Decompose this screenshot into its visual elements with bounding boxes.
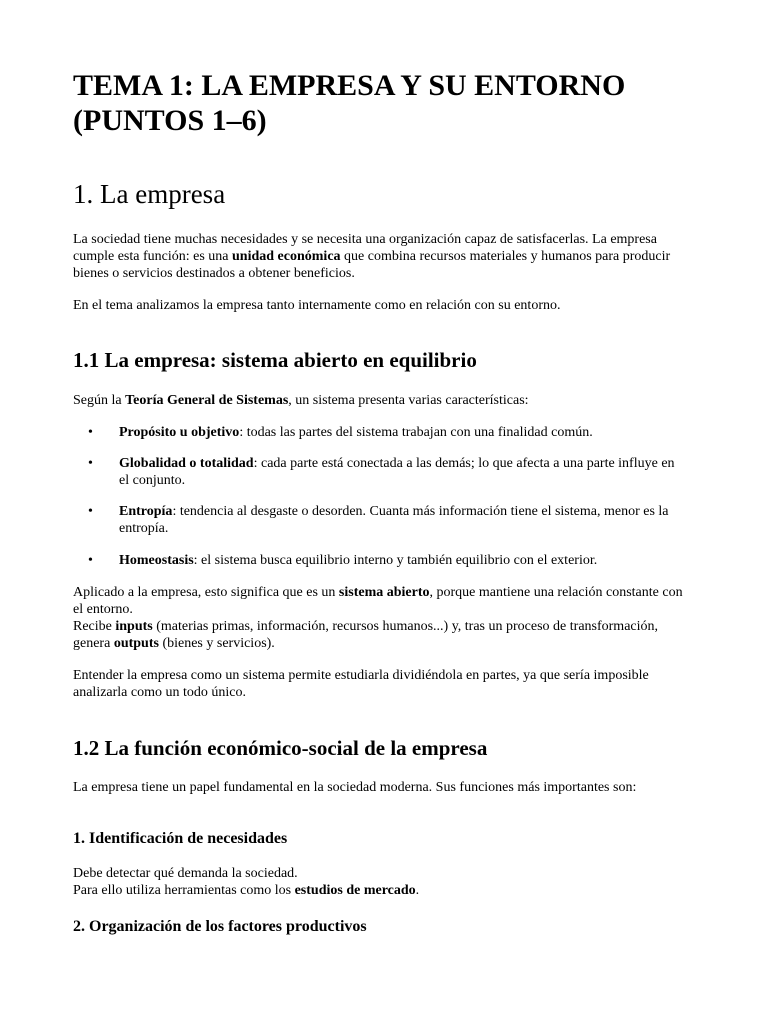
text: que combina recursos materiales y humanos para producir bienes o servicios destinados a obtener beneficios. xyxy=(73,249,671,281)
bold-term: outputs xyxy=(113,636,159,651)
text: Debe detectar qué demanda la sociedad. xyxy=(73,866,298,881)
paragraph-functions-intro: La empresa tiene un papel fundamental en la sociedad moderna. Sus funciones más importantes son: xyxy=(73,780,637,795)
text: (materias primas, información, recursos humanos...) y, tras un proceso de transformación, genera xyxy=(73,619,659,651)
paragraph-needs xyxy=(73,865,683,899)
text: . xyxy=(415,883,420,898)
text: : tendencia al desgaste o desorden. Cuanta más información tiene el sistema, menor es la entropía. xyxy=(119,504,669,536)
text: , un sistema presenta varias características: xyxy=(288,393,529,408)
text: Aplicado a la empresa, esto significa que es un xyxy=(73,585,339,600)
bold-term: inputs xyxy=(115,619,153,634)
text: : cada parte está conectada a las demás; lo que afecta a una parte influye en el conjunto. xyxy=(119,456,675,488)
section-heading-1-2: 1.2 La función económico-social de la empresa xyxy=(73,736,488,760)
document-title: TEMA 1: LA EMPRESA Y SU ENTORNO (PUNTOS 1–6) xyxy=(73,69,626,137)
text: (bienes y servicios). xyxy=(158,636,275,651)
bullet-marker: • xyxy=(88,504,93,519)
paragraph-open-system xyxy=(73,584,683,652)
text: La sociedad tiene muchas necesidades y se necesita una organización capaz de satisfacerlas. La empresa cumple esta función: es una xyxy=(73,232,657,264)
text: , porque mantiene una relación constante con el entorno. xyxy=(73,585,683,617)
bold-term: estudios de mercado xyxy=(294,883,416,898)
text: Recibe xyxy=(73,619,116,634)
bullet-marker: • xyxy=(88,553,93,568)
bullet-marker: • xyxy=(88,425,93,440)
list-item xyxy=(119,424,679,441)
text: : el sistema busca equilibrio interno y también equilibrio con el exterior. xyxy=(193,553,598,568)
paragraph-conclusion: Entender la empresa como un sistema permite estudiarla dividiéndola en partes, ya que sería imposible analizarla como un todo único. xyxy=(73,668,649,700)
paragraph-intro xyxy=(73,231,683,282)
bold-term: Globalidad o totalidad xyxy=(119,456,254,471)
section-heading-1: 1. La empresa xyxy=(73,179,226,209)
text: : todas las partes del sistema trabajan con una finalidad común. xyxy=(239,425,593,440)
bold-term: Teoría General de Sistemas xyxy=(125,393,289,408)
subheading-needs: 1. Identificación de necesidades xyxy=(73,830,288,847)
list-item xyxy=(119,455,679,489)
text: Para ello utiliza herramientas como los xyxy=(73,883,295,898)
section-heading-1-1: 1.1 La empresa: sistema abierto en equilibrio xyxy=(73,348,477,372)
list-item xyxy=(119,503,679,537)
text: Según la xyxy=(73,393,126,408)
paragraph-systems-intro xyxy=(73,392,683,409)
bold-term: Propósito u objetivo xyxy=(119,425,240,440)
bold-term: unidad económica xyxy=(232,249,341,264)
bold-term: sistema abierto xyxy=(338,585,430,600)
bold-term: Entropía xyxy=(119,504,173,519)
bullet-marker: • xyxy=(88,456,93,471)
subheading-factors: 2. Organización de los factores productivos xyxy=(73,918,367,935)
paragraph-analysis: En el tema analizamos la empresa tanto internamente como en relación con su entorno. xyxy=(73,298,561,313)
list-item xyxy=(119,552,679,569)
bold-term: Homeostasis xyxy=(119,553,194,568)
